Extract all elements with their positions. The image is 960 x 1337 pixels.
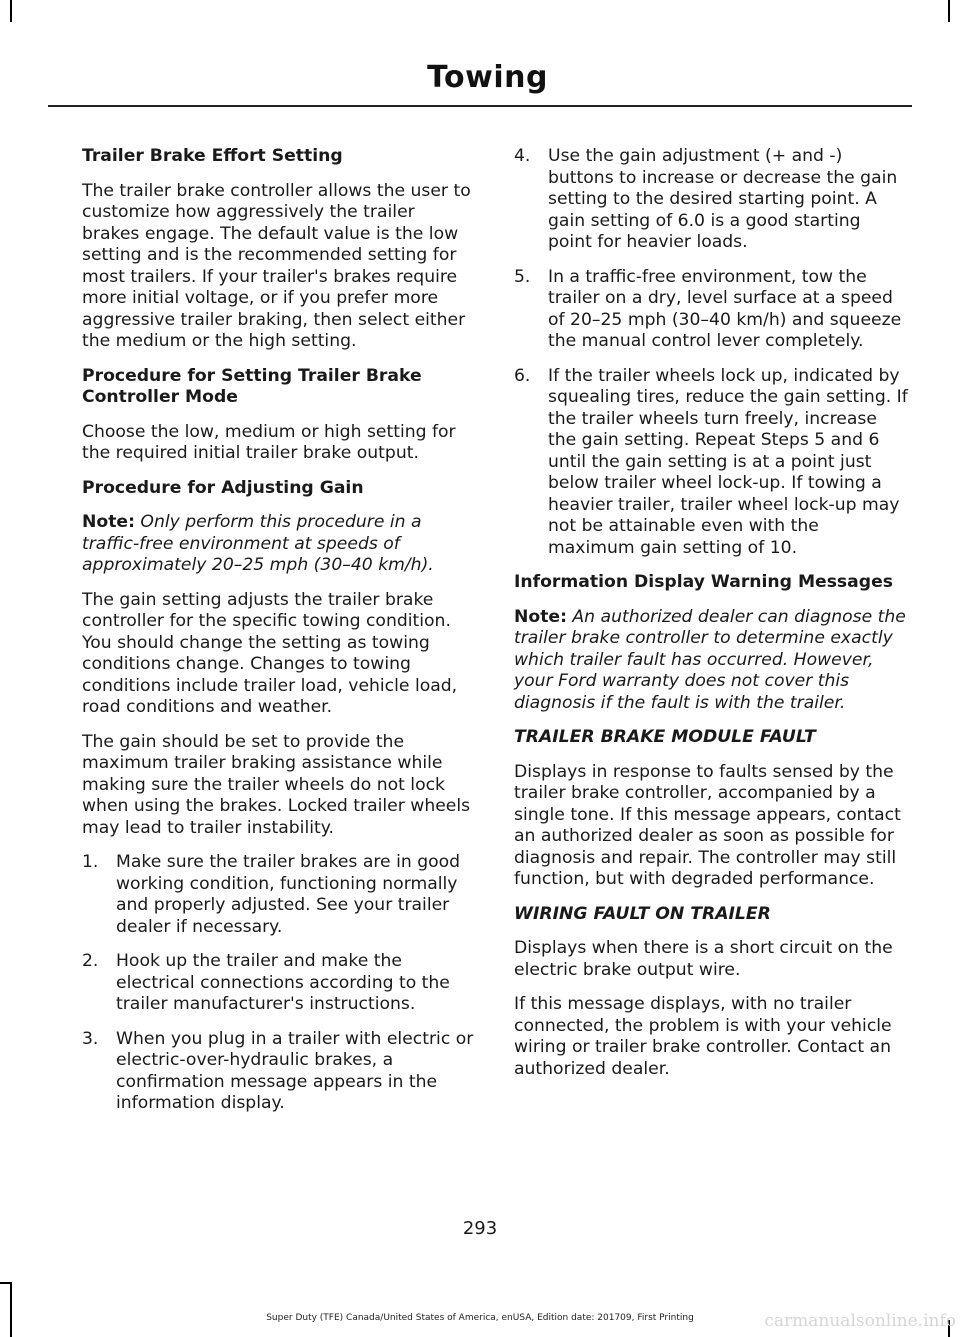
footer-text: Super Duty (TFE) Canada/United States of America, enUSA, Edition date: 201709, First Printing xyxy=(266,1313,694,1323)
watermark[interactable]: carmanualsonline.info xyxy=(764,1311,956,1331)
list-item xyxy=(82,951,476,1016)
note-label: Note: xyxy=(82,512,135,532)
crop-mark xyxy=(10,0,12,22)
paragraph: The trailer brake controller allows the user to customize how aggressively the trailer brakes engage. The default value is the low setting and is the recommended setting for most trailers. If your trailer's brakes require more initial voltage, or if you prefer more aggressive trailer braking, then select either the medium or the high setting. xyxy=(82,180,471,351)
note-text: Only perform this procedure in a traffic-free environment at speeds of approximately 20–25 mph (30–40 km/h). xyxy=(82,512,434,575)
page-number: 293 xyxy=(462,1218,498,1239)
note xyxy=(514,607,908,715)
header-divider xyxy=(48,105,912,107)
paragraph: Displays when there is a short circuit on the electric brake output wire. xyxy=(514,938,893,980)
step-text: Make sure the trailer brakes are in good working condition, functioning normally and properly adjusted. See your trailer dealer if necessary. xyxy=(116,852,461,937)
paragraph: If this message displays, with no trailer connected, the problem is with your vehicle wiring or trailer brake controller. Contact an authorized dealer. xyxy=(514,994,892,1079)
step-number: 3. xyxy=(82,1028,99,1049)
list-item xyxy=(514,366,908,560)
crop-mark xyxy=(948,0,950,22)
right-column xyxy=(514,146,908,1093)
step-number: 5. xyxy=(514,266,531,287)
section-heading: Procedure for Setting Trailer Brake Controller Mode xyxy=(82,365,422,407)
steps-list xyxy=(82,852,476,1115)
list-item xyxy=(82,852,476,938)
note-text: An authorized dealer can diagnose the trailer brake controller to determine exactly which trailer fault has occurred. However, your Ford warranty does not cover this diagnosis if the fault is with the trailer. xyxy=(514,606,906,713)
left-column xyxy=(82,146,476,1128)
section-heading: Trailer Brake Effort Setting xyxy=(82,146,343,166)
paragraph: Displays in response to faults sensed by the trailer brake controller, accompanied by a single tone. If this message appears, contact an authorized dealer as soon as possible for diagnosis and repair. The controller may still function, but with degraded performance. xyxy=(514,761,901,889)
step-text: When you plug in a trailer with electric or electric-over-hydraulic brakes, a confirmation message appears in the information display. xyxy=(116,1028,474,1113)
list-item xyxy=(82,1029,476,1115)
step-number: 1. xyxy=(82,852,99,872)
step-text: If the trailer wheels lock up, indicated by squealing tires, reduce the gain setting. If the trailer wheels turn freely, increase the gain setting. Repeat Steps 5 and 6 until the gain setting is at a point just below trailer wheel lock-up. If towing a heavier trailer, trailer wheel lock-up may not be attainable even with the maximum gain setting of 10. xyxy=(548,365,908,558)
section-heading: Procedure for Adjusting Gain xyxy=(82,477,364,498)
step-text: In a traffic-free environment, tow the trailer on a dry, level surface at a speed of 20–25 mph (30–40 km/h) and squeeze the manual control lever completely. xyxy=(548,266,902,351)
list-item xyxy=(514,267,908,353)
note xyxy=(82,512,476,577)
paragraph: The gain setting adjusts the trailer brake controller for the specific towing condition. You should change the setting as towing conditions change. Changes to towing conditions include trailer load, vehicle load, road conditions and weather. xyxy=(82,589,458,717)
paragraph: The gain should be set to provide the maximum trailer braking assistance while making sure the trailer wheels do not lock when using the brakes. Locked trailer wheels may lead to trailer instability. xyxy=(82,731,471,838)
paragraph: Choose the low, medium or high setting for the required initial trailer brake output. xyxy=(82,421,456,463)
list-item xyxy=(514,146,908,254)
step-text: Use the gain adjustment (+ and -) buttons to increase or decrease the gain setting to the desired starting point. A gain setting of 6.0 is a good starting point for heavier loads. xyxy=(548,146,898,252)
note-label: Note: xyxy=(514,606,567,627)
crop-mark xyxy=(10,1282,12,1337)
message-heading: WIRING FAULT ON TRAILER xyxy=(514,903,771,924)
step-number: 6. xyxy=(514,365,531,386)
steps-list xyxy=(514,146,908,559)
crop-mark xyxy=(0,1282,12,1284)
step-number: 4. xyxy=(514,146,531,166)
step-number: 2. xyxy=(82,951,99,971)
message-heading: TRAILER BRAKE MODULE FAULT xyxy=(514,727,816,747)
step-text: Hook up the trailer and make the electrical connections according to the trailer manufacturer's instructions. xyxy=(116,951,450,1014)
page-title: Towing xyxy=(427,60,548,95)
section-heading: Information Display Warning Messages xyxy=(514,572,893,592)
